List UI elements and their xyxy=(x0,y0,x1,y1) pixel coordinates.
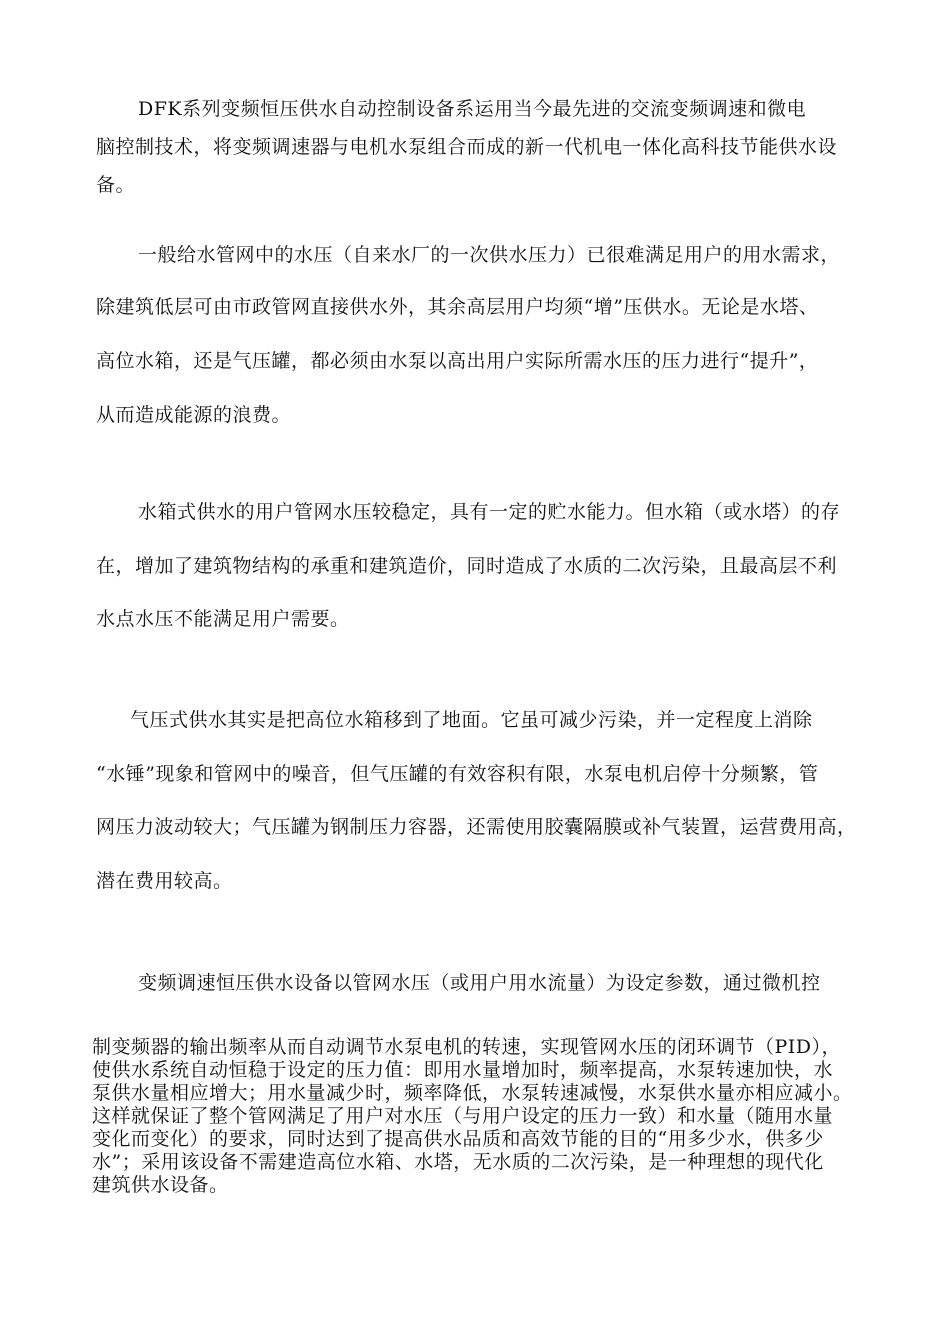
paragraph-6-line-2: 使供水系统自动恒稳于设定的压力值：即用水量增加时，频率提高，水泵转速加快，水 xyxy=(92,1059,834,1081)
paragraph-2-line-1: 一般给水管网中的水压（自来水厂的一次供水压力）已很难满足用户的用水需求， xyxy=(138,244,841,266)
paragraph-6-line-7: 建筑供水设备。 xyxy=(92,1174,229,1196)
paragraph-6-line-3: 泵供水量相应增大；用水量减少时，频率降低，水泵转速减慢，水泵供水量亦相应减小。 xyxy=(92,1082,853,1104)
paragraph-4-line-4: 潜在费用较高。 xyxy=(96,870,233,892)
paragraph-2-line-4: 从而造成能源的浪费。 xyxy=(96,404,292,426)
paragraph-4-line-3: 网压力波动较大；气压罐为钢制压力容器，还需使用胶囊隔膜或补气装置，运营费用高， xyxy=(96,816,857,838)
paragraph-3-line-3: 水点水压不能满足用户需要。 xyxy=(96,608,350,630)
paragraph-5-line-1: 变频调速恒压供水设备以管网水压（或用户用水流量）为设定参数，通过微机控 xyxy=(138,972,821,994)
paragraph-4-line-1: 气压式供水其实是把高位水箱移到了地面。它虽可减少污染，并一定程度上消除 xyxy=(130,709,813,731)
paragraph-6 xyxy=(92,1036,882,1197)
paragraph-6-line-6: 水”；采用该设备不需建造高位水箱、水塔，无水质的二次污染，是一种理想的现代化 xyxy=(92,1151,824,1173)
paragraph-6-line-4: 这样就保证了整个管网满足了用户对水压（与用户设定的压力一致）和水量（随用水量 xyxy=(92,1105,834,1127)
paragraph-6-line-1: 制变频器的输出频率从而自动调节水泵电机的转速，实现管网水压的闭环调节（PID）， xyxy=(92,1036,842,1058)
paragraph-3-line-1: 水箱式供水的用户管网水压较稳定，具有一定的贮水能力。但水箱（或水塔）的存 xyxy=(138,501,841,523)
paragraph-4-line-2: “水锤”现象和管网中的噪音，但气压罐的有效容积有限，水泵电机启停十分频繁，管 xyxy=(96,763,819,785)
paragraph-1-line-3: 备。 xyxy=(96,174,136,196)
paragraph-1-line-2: 脑控制技术，将变频调速器与电机水泵组合而成的新一代机电一体化高科技节能供水设 xyxy=(96,136,838,158)
paragraph-3-line-2: 在，增加了建筑物结构的承重和建筑造价，同时造成了水质的二次污染，且最高层不利 xyxy=(96,555,838,577)
paragraph-2-line-3: 高位水箱，还是气压罐，都必须由水泵以高出用户实际所需水压的压力进行“提升”， xyxy=(96,350,819,372)
paragraph-6-line-5: 变化而变化）的要求，同时达到了提高供水品质和高效节能的目的“用多少水，供多少 xyxy=(92,1128,824,1150)
paragraph-2-line-2: 除建筑低层可由市政管网直接供水外，其余高层用户均须“增”压供水。无论是水塔、 xyxy=(96,296,819,318)
paragraph-1-line-1: DFK系列变频恒压供水自动控制设备系运用当今最先进的交流变频调速和微电 xyxy=(138,98,807,120)
